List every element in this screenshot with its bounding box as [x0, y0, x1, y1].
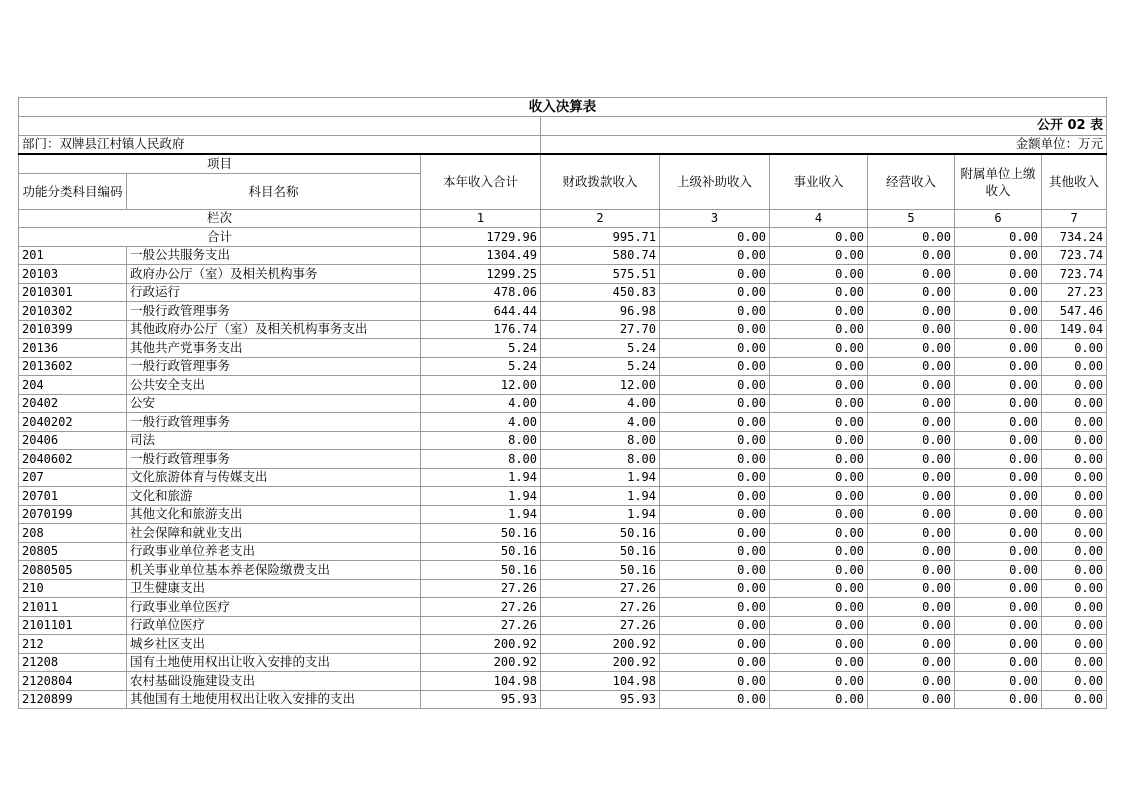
amount-cell: 0.00 [1042, 635, 1107, 654]
amount-cell: 0.00 [868, 653, 955, 672]
amount-cell: 0.00 [1042, 376, 1107, 395]
amount-cell: 0.00 [770, 413, 868, 432]
amount-cell: 0.00 [660, 265, 770, 284]
amount-cell: 12.00 [541, 376, 660, 395]
amount-cell: 0.00 [660, 561, 770, 580]
func-code-cell: 2080505 [19, 561, 127, 580]
amount-cell: 0.00 [868, 431, 955, 450]
amount-cell: 200.92 [541, 653, 660, 672]
amount-cell: 0.00 [955, 320, 1042, 339]
index-num: 2 [541, 209, 660, 228]
amount-cell: 0.00 [868, 672, 955, 691]
header-col-3: 上级补助收入 [660, 154, 770, 209]
amount-cell: 1304.49 [421, 246, 541, 265]
func-code-cell: 2040202 [19, 413, 127, 432]
amount-cell: 176.74 [421, 320, 541, 339]
func-code-cell: 212 [19, 635, 127, 654]
amount-cell: 50.16 [541, 524, 660, 543]
income-final-accounts-table [18, 97, 1107, 709]
subject-name-cell: 机关事业单位基本养老保险缴费支出 [127, 561, 421, 580]
subject-name-cell: 社会保障和就业支出 [127, 524, 421, 543]
table-row [19, 635, 1107, 654]
blank-cell [19, 117, 541, 136]
amount-cell: 1.94 [541, 505, 660, 524]
func-code-cell: 2101101 [19, 616, 127, 635]
amount-cell: 0.00 [770, 598, 868, 617]
amount-cell: 0.00 [868, 357, 955, 376]
amount-cell: 0.00 [1042, 505, 1107, 524]
subject-name-cell: 一般公共服务支出 [127, 246, 421, 265]
amount-cell: 723.74 [1042, 265, 1107, 284]
total-value: 1729.96 [421, 228, 541, 247]
amount-cell: 644.44 [421, 302, 541, 321]
amount-cell: 723.74 [1042, 246, 1107, 265]
func-code-cell: 2010302 [19, 302, 127, 321]
amount-cell: 0.00 [1042, 394, 1107, 413]
amount-cell: 0.00 [955, 561, 1042, 580]
amount-cell: 0.00 [660, 653, 770, 672]
amount-cell: 0.00 [955, 265, 1042, 284]
amount-cell: 0.00 [770, 265, 868, 284]
amount-cell: 0.00 [660, 339, 770, 358]
amount-cell: 0.00 [770, 505, 868, 524]
subject-name-cell: 行政单位医疗 [127, 616, 421, 635]
amount-cell: 0.00 [770, 635, 868, 654]
amount-cell: 0.00 [1042, 413, 1107, 432]
subject-name-cell: 其他文化和旅游支出 [127, 505, 421, 524]
amount-cell: 0.00 [770, 246, 868, 265]
total-value: 734.24 [1042, 228, 1107, 247]
amount-cell: 0.00 [660, 505, 770, 524]
amount-cell: 50.16 [541, 561, 660, 580]
amount-cell: 0.00 [955, 579, 1042, 598]
amount-cell: 5.24 [541, 339, 660, 358]
amount-cell: 575.51 [541, 265, 660, 284]
table-row [19, 450, 1107, 469]
amount-cell: 0.00 [868, 635, 955, 654]
department-label: 部门：双牌县江村镇人民政府 [19, 135, 541, 154]
amount-cell: 200.92 [421, 653, 541, 672]
amount-cell: 1.94 [421, 487, 541, 506]
amount-cell: 0.00 [1042, 431, 1107, 450]
amount-cell: 8.00 [541, 431, 660, 450]
func-code-cell: 208 [19, 524, 127, 543]
table-row [19, 653, 1107, 672]
header-project: 项目 [19, 154, 421, 173]
amount-cell: 0.00 [868, 487, 955, 506]
table-row [19, 672, 1107, 691]
func-code-cell: 21208 [19, 653, 127, 672]
amount-cell: 95.93 [541, 690, 660, 709]
func-code-cell: 20136 [19, 339, 127, 358]
amount-cell: 8.00 [421, 431, 541, 450]
table-row [19, 561, 1107, 580]
func-code-cell: 20406 [19, 431, 127, 450]
amount-cell: 0.00 [770, 431, 868, 450]
amount-cell: 0.00 [868, 283, 955, 302]
subject-name-cell: 一般行政管理事务 [127, 302, 421, 321]
amount-cell: 0.00 [770, 320, 868, 339]
amount-cell: 0.00 [955, 616, 1042, 635]
amount-cell: 0.00 [868, 265, 955, 284]
amount-cell: 0.00 [660, 524, 770, 543]
amount-cell: 0.00 [868, 413, 955, 432]
subject-name-cell: 一般行政管理事务 [127, 357, 421, 376]
amount-cell: 0.00 [770, 487, 868, 506]
header-col-7: 其他收入 [1042, 154, 1107, 209]
amount-cell: 0.00 [770, 579, 868, 598]
amount-cell: 4.00 [421, 394, 541, 413]
amount-cell: 0.00 [770, 394, 868, 413]
amount-cell: 4.00 [421, 413, 541, 432]
index-num: 3 [660, 209, 770, 228]
table-row [19, 265, 1107, 284]
amount-cell: 0.00 [868, 616, 955, 635]
table-row [19, 616, 1107, 635]
table-row [19, 413, 1107, 432]
header-col-5: 经营收入 [868, 154, 955, 209]
total-row-label: 合计 [19, 228, 421, 247]
subject-name-cell: 行政事业单位养老支出 [127, 542, 421, 561]
amount-cell: 0.00 [955, 542, 1042, 561]
subject-name-cell: 公共安全支出 [127, 376, 421, 395]
amount-cell: 200.92 [421, 635, 541, 654]
func-code-cell: 2070199 [19, 505, 127, 524]
amount-cell: 0.00 [660, 302, 770, 321]
amount-cell: 27.26 [541, 598, 660, 617]
subject-name-cell: 国有土地使用权出让收入安排的支出 [127, 653, 421, 672]
amount-cell: 0.00 [660, 394, 770, 413]
table-row [19, 394, 1107, 413]
table-row [19, 542, 1107, 561]
amount-cell: 27.26 [541, 579, 660, 598]
subject-name-cell: 农村基础设施建设支出 [127, 672, 421, 691]
amount-cell: 0.00 [1042, 339, 1107, 358]
amount-cell: 4.00 [541, 394, 660, 413]
table-row [19, 357, 1107, 376]
func-code-cell: 20103 [19, 265, 127, 284]
amount-cell: 0.00 [955, 283, 1042, 302]
amount-cell: 50.16 [421, 561, 541, 580]
amount-cell: 450.83 [541, 283, 660, 302]
func-code-cell: 2010301 [19, 283, 127, 302]
amount-cell: 0.00 [955, 505, 1042, 524]
amount-cell: 0.00 [660, 413, 770, 432]
amount-cell: 0.00 [770, 376, 868, 395]
amount-cell: 0.00 [660, 579, 770, 598]
func-code-cell: 20805 [19, 542, 127, 561]
amount-cell: 0.00 [770, 542, 868, 561]
table-row [19, 579, 1107, 598]
amount-cell: 0.00 [660, 487, 770, 506]
amount-cell: 0.00 [955, 487, 1042, 506]
amount-cell: 0.00 [868, 339, 955, 358]
amount-cell: 0.00 [660, 450, 770, 469]
amount-cell: 0.00 [868, 542, 955, 561]
amount-cell: 27.26 [421, 598, 541, 617]
amount-cell: 27.26 [421, 616, 541, 635]
amount-cell: 0.00 [955, 339, 1042, 358]
header-col-1: 本年收入合计 [421, 154, 541, 209]
amount-cell: 0.00 [1042, 542, 1107, 561]
amount-cell: 0.00 [660, 357, 770, 376]
amount-cell: 0.00 [770, 616, 868, 635]
amount-cell: 0.00 [770, 283, 868, 302]
form-number: 公开 02 表 [541, 117, 1107, 136]
table-row [19, 524, 1107, 543]
func-code-cell: 2040602 [19, 450, 127, 469]
header-subject-name: 科目名称 [127, 173, 421, 209]
amount-cell: 0.00 [955, 376, 1042, 395]
amount-cell: 0.00 [660, 635, 770, 654]
amount-cell: 0.00 [770, 653, 868, 672]
amount-cell: 0.00 [660, 376, 770, 395]
total-value: 0.00 [955, 228, 1042, 247]
amount-cell: 0.00 [660, 598, 770, 617]
amount-cell: 104.98 [541, 672, 660, 691]
amount-cell: 4.00 [541, 413, 660, 432]
index-row-label: 栏次 [19, 209, 421, 228]
amount-cell: 0.00 [868, 450, 955, 469]
amount-cell: 478.06 [421, 283, 541, 302]
amount-cell: 149.04 [1042, 320, 1107, 339]
amount-cell: 0.00 [770, 561, 868, 580]
func-code-cell: 20402 [19, 394, 127, 413]
amount-cell: 8.00 [421, 450, 541, 469]
table-title: 收入决算表 [19, 98, 1107, 117]
func-code-cell: 2010399 [19, 320, 127, 339]
subject-name-cell: 文化和旅游 [127, 487, 421, 506]
amount-cell: 0.00 [868, 376, 955, 395]
subject-name-cell: 文化旅游体育与传媒支出 [127, 468, 421, 487]
amount-cell: 580.74 [541, 246, 660, 265]
amount-cell: 0.00 [660, 246, 770, 265]
subject-name-cell: 政府办公厅（室）及相关机构事务 [127, 265, 421, 284]
table-row [19, 690, 1107, 709]
amount-cell: 5.24 [541, 357, 660, 376]
index-num: 1 [421, 209, 541, 228]
amount-cell: 0.00 [660, 616, 770, 635]
amount-cell: 0.00 [770, 690, 868, 709]
index-num: 6 [955, 209, 1042, 228]
amount-cell: 0.00 [1042, 450, 1107, 469]
amount-cell: 0.00 [868, 561, 955, 580]
amount-cell: 50.16 [421, 542, 541, 561]
amount-cell: 0.00 [660, 690, 770, 709]
subject-name-cell: 其他国有土地使用权出让收入安排的支出 [127, 690, 421, 709]
amount-cell: 1.94 [541, 487, 660, 506]
amount-cell: 0.00 [955, 431, 1042, 450]
amount-cell: 96.98 [541, 302, 660, 321]
func-code-cell: 210 [19, 579, 127, 598]
amount-cell: 0.00 [868, 690, 955, 709]
table-row [19, 505, 1107, 524]
amount-cell: 12.00 [421, 376, 541, 395]
subject-name-cell: 公安 [127, 394, 421, 413]
table-row [19, 246, 1107, 265]
total-value: 0.00 [660, 228, 770, 247]
amount-cell: 0.00 [1042, 616, 1107, 635]
amount-cell: 0.00 [770, 468, 868, 487]
amount-cell: 0.00 [770, 302, 868, 321]
func-code-cell: 204 [19, 376, 127, 395]
header-col-6: 附属单位上缴收入 [955, 154, 1042, 209]
table-row [19, 468, 1107, 487]
amount-cell: 0.00 [955, 653, 1042, 672]
func-code-cell: 2013602 [19, 357, 127, 376]
amount-cell: 50.16 [421, 524, 541, 543]
subject-name-cell: 其他共产党事务支出 [127, 339, 421, 358]
table-row [19, 320, 1107, 339]
amount-cell: 0.00 [955, 598, 1042, 617]
subject-name-cell: 行政运行 [127, 283, 421, 302]
amount-cell: 0.00 [660, 283, 770, 302]
amount-cell: 0.00 [1042, 690, 1107, 709]
amount-cell: 0.00 [660, 468, 770, 487]
subject-name-cell: 其他政府办公厅（室）及相关机构事务支出 [127, 320, 421, 339]
amount-cell: 27.23 [1042, 283, 1107, 302]
table-row [19, 339, 1107, 358]
amount-cell: 0.00 [1042, 598, 1107, 617]
amount-cell: 0.00 [770, 672, 868, 691]
amount-cell: 0.00 [770, 524, 868, 543]
amount-cell: 0.00 [955, 635, 1042, 654]
amount-cell: 0.00 [1042, 579, 1107, 598]
amount-cell: 0.00 [868, 394, 955, 413]
amount-cell: 0.00 [1042, 672, 1107, 691]
amount-cell: 0.00 [770, 339, 868, 358]
amount-cell: 0.00 [955, 357, 1042, 376]
func-code-cell: 2120899 [19, 690, 127, 709]
amount-cell: 27.26 [541, 616, 660, 635]
table-row [19, 431, 1107, 450]
amount-cell: 1.94 [541, 468, 660, 487]
func-code-cell: 207 [19, 468, 127, 487]
func-code-cell: 2120804 [19, 672, 127, 691]
amount-cell: 0.00 [770, 357, 868, 376]
amount-cell: 0.00 [660, 542, 770, 561]
header-func-code: 功能分类科目编码 [19, 173, 127, 209]
table-row [19, 598, 1107, 617]
amount-cell: 5.24 [421, 339, 541, 358]
subject-name-cell: 行政事业单位医疗 [127, 598, 421, 617]
amount-cell: 0.00 [955, 468, 1042, 487]
amount-cell: 0.00 [660, 431, 770, 450]
amount-cell: 0.00 [1042, 357, 1107, 376]
unit-label: 金额单位：万元 [541, 135, 1107, 154]
amount-cell: 0.00 [868, 320, 955, 339]
table-row [19, 283, 1107, 302]
func-code-cell: 201 [19, 246, 127, 265]
total-value: 0.00 [770, 228, 868, 247]
amount-cell: 0.00 [955, 246, 1042, 265]
amount-cell: 0.00 [868, 468, 955, 487]
header-col-2: 财政拨款收入 [541, 154, 660, 209]
table-row [19, 376, 1107, 395]
header-col-4: 事业收入 [770, 154, 868, 209]
amount-cell: 95.93 [421, 690, 541, 709]
subject-name-cell: 司法 [127, 431, 421, 450]
amount-cell: 50.16 [541, 542, 660, 561]
amount-cell: 0.00 [660, 672, 770, 691]
index-num: 4 [770, 209, 868, 228]
amount-cell: 0.00 [955, 413, 1042, 432]
amount-cell: 0.00 [955, 524, 1042, 543]
amount-cell: 0.00 [868, 579, 955, 598]
index-num: 5 [868, 209, 955, 228]
amount-cell: 0.00 [868, 246, 955, 265]
amount-cell: 200.92 [541, 635, 660, 654]
table-row [19, 487, 1107, 506]
amount-cell: 0.00 [955, 450, 1042, 469]
amount-cell: 1299.25 [421, 265, 541, 284]
amount-cell: 0.00 [955, 302, 1042, 321]
total-value: 0.00 [868, 228, 955, 247]
amount-cell: 0.00 [868, 524, 955, 543]
subject-name-cell: 一般行政管理事务 [127, 413, 421, 432]
amount-cell: 1.94 [421, 505, 541, 524]
amount-cell: 104.98 [421, 672, 541, 691]
index-num: 7 [1042, 209, 1107, 228]
amount-cell: 0.00 [868, 302, 955, 321]
amount-cell: 8.00 [541, 450, 660, 469]
amount-cell: 0.00 [868, 505, 955, 524]
amount-cell: 0.00 [660, 320, 770, 339]
func-code-cell: 20701 [19, 487, 127, 506]
amount-cell: 0.00 [1042, 561, 1107, 580]
amount-cell: 5.24 [421, 357, 541, 376]
amount-cell: 0.00 [955, 690, 1042, 709]
subject-name-cell: 一般行政管理事务 [127, 450, 421, 469]
subject-name-cell: 卫生健康支出 [127, 579, 421, 598]
amount-cell: 27.70 [541, 320, 660, 339]
amount-cell: 0.00 [868, 598, 955, 617]
amount-cell: 0.00 [1042, 524, 1107, 543]
subject-name-cell: 城乡社区支出 [127, 635, 421, 654]
func-code-cell: 21011 [19, 598, 127, 617]
amount-cell: 0.00 [1042, 487, 1107, 506]
amount-cell: 547.46 [1042, 302, 1107, 321]
amount-cell: 0.00 [1042, 468, 1107, 487]
total-value: 995.71 [541, 228, 660, 247]
amount-cell: 1.94 [421, 468, 541, 487]
amount-cell: 0.00 [955, 672, 1042, 691]
amount-cell: 0.00 [1042, 653, 1107, 672]
amount-cell: 27.26 [421, 579, 541, 598]
amount-cell: 0.00 [770, 450, 868, 469]
table-row [19, 302, 1107, 321]
amount-cell: 0.00 [955, 394, 1042, 413]
